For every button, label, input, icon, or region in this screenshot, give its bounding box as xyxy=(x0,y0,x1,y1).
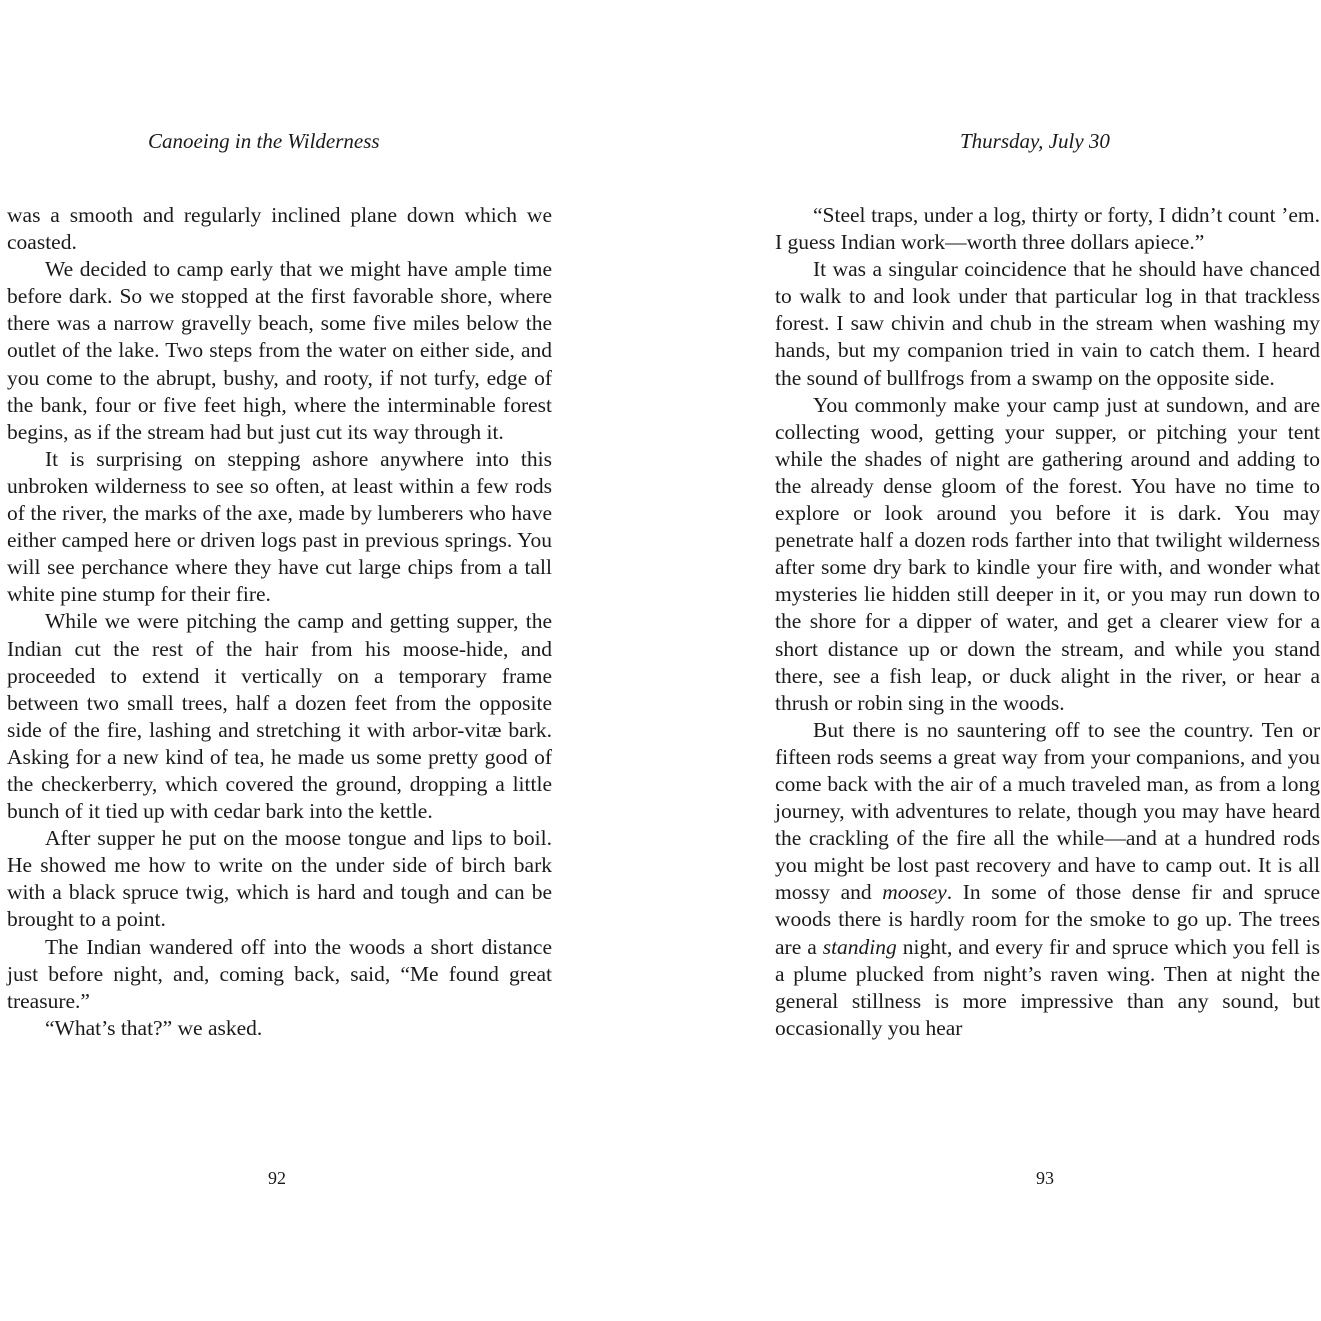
paragraph: We decided to camp early that we might have ample time before dark. So we stopped at the first favorable shore, where there was a narrow gravelly beach, some five miles below the outlet of the lake. Two steps from the water on either side, and you come to the abrupt, bushy, and rooty, if not turfy, edge of the bank, four or five feet high, where the interminable forest begins, as if the stream had but just cut its way through it. xyxy=(7,257,552,444)
body-text-right xyxy=(775,202,1320,1042)
running-head-left: Canoeing in the Wilderness xyxy=(148,129,380,153)
body-text-left xyxy=(7,202,552,1042)
italic-word: standing xyxy=(822,934,897,959)
paragraph: was a smooth and regularly inclined plane down which we coasted. xyxy=(7,203,552,255)
paragraph: It is surprising on stepping ashore anywhere into this unbroken wilderness to see so often, at least within a few rods of the river, the marks of the axe, made by lumberers who have either camped here or driven logs past in previous springs. You will see perchance where they have cut large chips from a tall white pine stump for their fire. xyxy=(7,446,552,607)
paragraph: “What’s that?” we asked. xyxy=(45,1015,263,1040)
paragraph: After supper he put on the moose tongue and lips to boil. He showed me how to write on the under side of birch bark with a black spruce twig, which is hard and tough and can be brought to a point. xyxy=(7,826,552,932)
right-page xyxy=(775,0,1320,1321)
page-number-left: 92 xyxy=(268,1168,286,1188)
paragraph: You commonly make your camp just at sundown, and are collecting wood, getting your supper, or pitching your tent while the shades of night are gathering around and adding to the already dense gloom of the forest. You have no time to explore or look around you before it is dark. You may penetrate half a dozen rods farther into that twilight wilderness after some dry bark to kindle your fire with, and wonder what mysteries lie hidden still deeper in it, or you may run down to the shore for a dipper of water, and get a clearer view for a short distance up or down the stream, and while you stand there, see a fish leap, or duck alight in the river, or hear a thrush or robin sing in the woods. xyxy=(775,392,1320,715)
text-run: But there is no sauntering off to see the country. Ten or fifteen rods seems a great way from your companions, and you come back with the air of a much traveled man, as from a long journey, with adventures to relate, though you may have heard the crackling of the fire all the while—and at a hundred rods you might be lost past recovery and have to camp out. It is all mossy and xyxy=(775,717,1320,905)
page-number-right: 93 xyxy=(1036,1168,1054,1188)
paragraph: “Steel traps, under a log, thirty or forty, I didn’t count ’em. I guess Indian work—worth three dollars apiece.” xyxy=(775,203,1320,255)
left-page xyxy=(7,0,552,1321)
text-run: night, and every fir and spruce which you fell is a plume plucked from night’s raven wing. Then at night the general stillness is more impressive than any sound, but occasionally you hear xyxy=(775,934,1320,1040)
paragraph xyxy=(775,717,1320,1042)
text-run: . In some of those dense fir and spruce woods there is hardly room for the smoke to go up. The trees are a xyxy=(775,880,1320,959)
italic-word: moosey xyxy=(882,880,947,905)
running-head-right: Thursday, July 30 xyxy=(960,129,1110,153)
paragraph: The Indian wandered off into the woods a short distance just before night, and, coming back, said, “Me found great treasure.” xyxy=(7,934,552,1013)
paragraph: It was a singular coincidence that he should have chanced to walk to and look under that particular log in that trackless forest. I saw chivin and chub in the stream when washing my hands, but my companion tried in vain to catch them. I heard the sound of bullfrogs from a swamp on the opposite side. xyxy=(775,257,1320,390)
paragraph: While we were pitching the camp and getting supper, the Indian cut the rest of the hair from his moose-hide, and proceeded to extend it vertically on a temporary frame between two small trees, half a dozen feet from the opposite side of the fire, lashing and stretching it with arbor-vitæ bark. Asking for a new kind of tea, he made us some pretty good of the checkerberry, which covered the ground, dropping a little bunch of it tied up with cedar bark into the kettle. xyxy=(7,609,552,824)
